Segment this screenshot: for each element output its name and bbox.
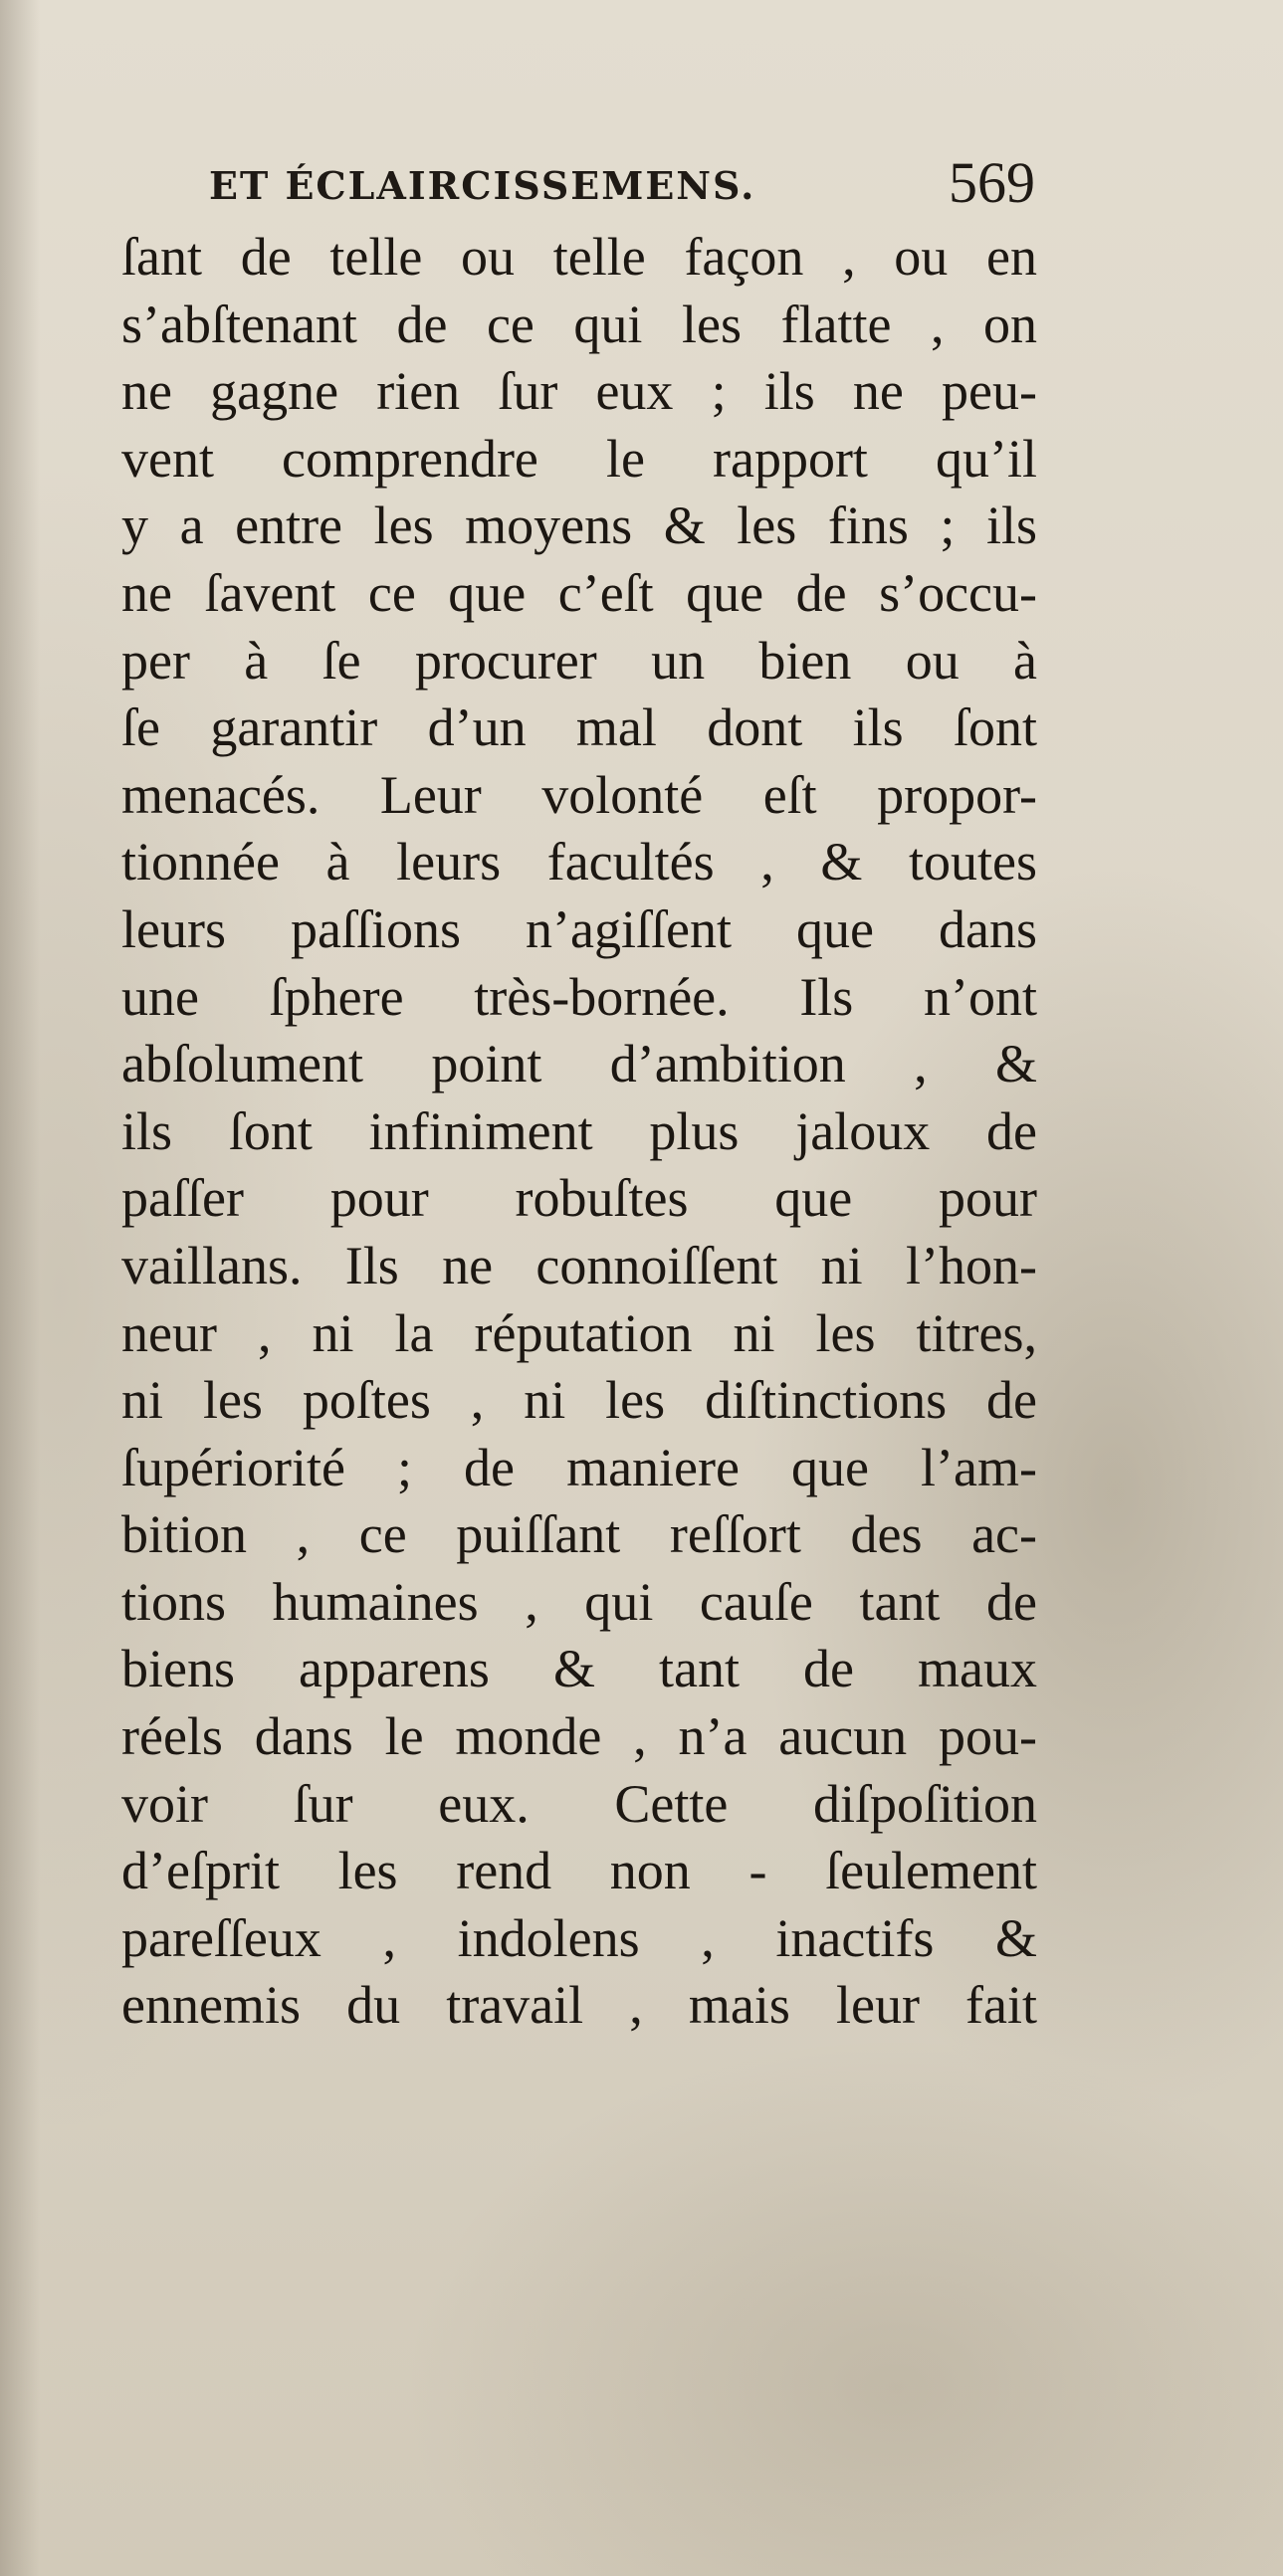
running-head — [209, 149, 1035, 219]
text-line: s’abſtenant de ce qui les flatte , on — [121, 294, 1037, 354]
text-line: abſolument point d’ambition , & — [121, 1034, 1037, 1094]
text-line: per à ſe procurer un bien ou à — [121, 630, 1037, 691]
text-line: ils ſont infiniment plus jaloux de — [121, 1100, 1037, 1161]
text-line: ſant de telle ou telle façon , ou en — [121, 227, 1037, 287]
text-line: ne gagne rien ſur eux ; ils ne peu- — [121, 361, 1037, 422]
text-line: voir ſur eux. Cette diſpoſition — [121, 1773, 1037, 1834]
text-line: vaillans. Ils ne connoiſſent ni l’hon- — [121, 1235, 1037, 1295]
text-line: ſupériorité ; de maniere que l’am- — [121, 1437, 1037, 1497]
text-line: bition , ce puiſſant reſſort des ac- — [121, 1504, 1037, 1565]
text-line: neur , ni la réputation ni les titres, — [121, 1302, 1037, 1363]
text-line: leurs paſſions n’agiſſent que dans — [121, 898, 1037, 959]
body-text — [121, 224, 1037, 2040]
text-line: tions humaines , qui cauſe tant de — [121, 1571, 1037, 1632]
text-line: ni les poſtes , ni les diſtinctions de — [121, 1370, 1037, 1431]
text-line: ſe garantir d’un mal dont ils ſont — [121, 697, 1037, 758]
text-line: ennemis du travail , mais leur fait — [121, 1975, 1037, 2036]
text-line: ne ſavent ce que c’eſt que de s’occu- — [121, 562, 1037, 623]
text-line: y a entre les moyens & les fins ; ils — [121, 495, 1037, 556]
text-line: pareſſeux , indolens , inactifs & — [121, 1907, 1037, 1968]
text-line: paſſer pour robuſtes que pour — [121, 1168, 1037, 1229]
text-line: réels dans le monde , n’a aucun pou- — [121, 1706, 1037, 1767]
text-line: tionnée à leurs facultés , & toutes — [121, 832, 1037, 892]
text-line: menacés. Leur volonté eſt propor- — [121, 764, 1037, 825]
text-line: vent comprendre le rapport qu’il — [121, 428, 1037, 489]
text-line: biens apparens & tant de maux — [121, 1639, 1037, 1699]
text-line: d’eſprit les rend non - ſeulement — [121, 1841, 1037, 1901]
page-number: 569 — [949, 150, 1035, 215]
text-line: une ſphere très-bornée. Ils n’ont — [121, 966, 1037, 1027]
gutter-shadow — [0, 0, 40, 2576]
running-title: ET ÉCLAIRCISSEMENS. — [209, 163, 756, 208]
